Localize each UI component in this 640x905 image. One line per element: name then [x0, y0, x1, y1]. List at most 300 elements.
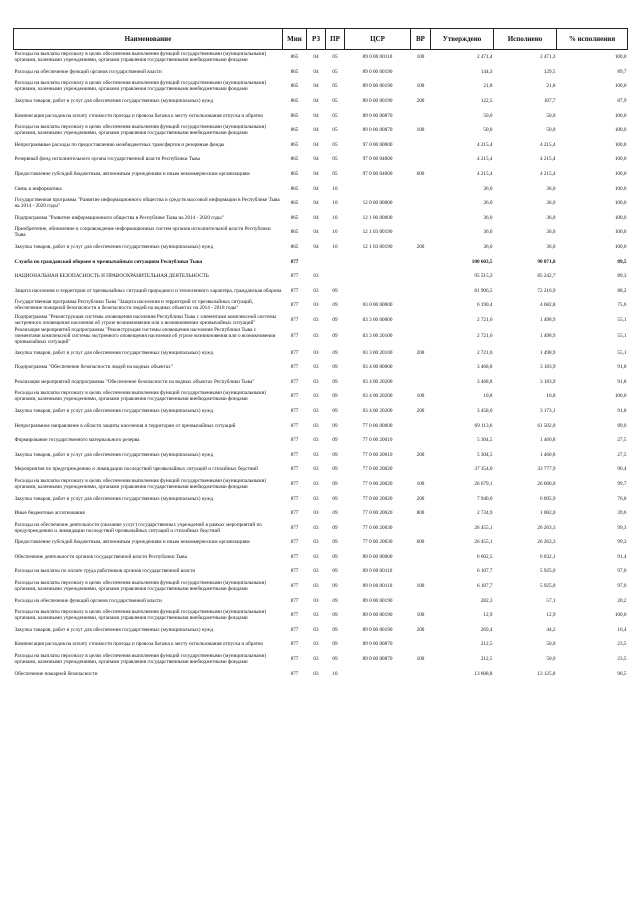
row-executed: 4 215,4	[539, 141, 556, 148]
row-pr: 09	[332, 302, 338, 309]
table-row	[14, 123, 628, 138]
row-pr: 05	[332, 141, 338, 148]
row-percent: 91,8	[617, 407, 627, 414]
row-vr	[411, 269, 431, 284]
row-name: Расходы на обеспечение функций органов государственной власти	[14, 68, 162, 75]
row-min: 865	[290, 127, 299, 134]
row-vr: 200	[416, 407, 425, 414]
table-row	[14, 666, 628, 681]
row-csr: 89 0 00 00190	[362, 83, 393, 90]
row-name: Приобретение, обновление и сопровождение информационных систем органов исполнительной власти Республики Тыва	[14, 226, 271, 239]
row-vr: 200	[416, 495, 425, 502]
table-row	[14, 550, 628, 565]
row-rz: 03	[313, 656, 319, 663]
table-row	[14, 404, 628, 419]
row-vr: 100	[416, 583, 425, 590]
row-executed: 21,8	[546, 83, 556, 90]
row-vr	[411, 225, 431, 240]
row-pr: 09	[332, 451, 338, 458]
table-row	[14, 269, 628, 284]
row-min: 865	[290, 200, 299, 207]
row-approved: 6 107,7	[476, 583, 493, 590]
row-min: 865	[290, 244, 299, 251]
row-approved: 81 906,5	[474, 287, 493, 294]
row-percent: 100,0	[614, 171, 627, 178]
row-rz: 03	[313, 378, 319, 385]
row-name: Компенсация расходов на оплату стоимости проезда и провоза багажа к месту использования отпуска и обратно	[14, 641, 264, 648]
row-pr: 05	[332, 83, 338, 90]
row-executed: 107,7	[543, 98, 556, 105]
row-executed: 33 777,9	[537, 466, 556, 473]
table-row	[14, 535, 628, 550]
row-rz: 03	[313, 480, 319, 487]
row-name: Формирование государственного материального резерва	[14, 437, 140, 444]
row-min: 877	[290, 333, 299, 340]
row-executed: 5 925,0	[539, 568, 556, 575]
row-percent: 89,3	[617, 273, 627, 280]
row-name: Расходы на выплаты персоналу в целях обеспечения выполнения функций государственными (муниципальными) органами, казенными учреждениями, органами управления государственными внебюджетными фондами	[14, 80, 267, 93]
row-csr: 03 4 00 20200	[362, 378, 393, 385]
col-header-approved: Утверждено	[431, 29, 494, 50]
row-name: Обеспечение пожарной безопасности	[14, 670, 98, 677]
row-rz: 03	[313, 510, 319, 517]
col-header-vr: ВР	[411, 29, 431, 50]
row-approved: 95 515,3	[474, 273, 493, 280]
table-row	[14, 152, 628, 167]
row-percent: 97,0	[617, 583, 627, 590]
row-pr: 09	[332, 495, 338, 502]
row-pr	[326, 254, 345, 269]
row-rz: 03	[313, 316, 319, 323]
row-approved: 6 190,4	[476, 302, 493, 309]
table-row	[14, 108, 628, 123]
row-rz: 04	[313, 68, 319, 75]
row-pr: 10	[332, 670, 338, 677]
row-approved: 122,5	[480, 98, 493, 105]
row-csr: 03 4 00 00000	[362, 364, 393, 371]
table-row	[14, 65, 628, 80]
row-percent: 87,9	[617, 98, 627, 105]
row-approved: 50,0	[483, 127, 493, 134]
row-csr: 77 0 00 20010	[362, 437, 393, 444]
row-min: 865	[290, 229, 299, 236]
row-executed: 4 682,8	[539, 302, 556, 309]
row-approved: 3 468,8	[476, 378, 493, 385]
col-header-name: Наименование	[14, 29, 283, 50]
row-executed: 57,1	[546, 597, 556, 604]
row-name: Служба по гражданской обороне и чрезвычайным ситуациям Республики Тыва	[14, 258, 203, 265]
row-pr: 09	[332, 510, 338, 517]
table-row	[14, 447, 628, 462]
row-rz: 03	[313, 407, 319, 414]
row-pr: 05	[332, 171, 338, 178]
row-percent: 100,0	[614, 185, 627, 192]
row-min: 877	[290, 568, 299, 575]
row-csr: 89 0 00 00190	[362, 98, 393, 105]
row-name: Иные бюджетные ассигнования	[14, 510, 85, 517]
row-csr: 77 0 00 20030	[362, 539, 393, 546]
row-rz: 03	[313, 583, 319, 590]
row-approved: 36,0	[483, 200, 493, 207]
row-percent: 91,8	[617, 378, 627, 385]
row-name: Расходы на обеспечение деятельности (оказание услуг) государственных учреждений в рамках мероприятий по предупреждению и ликвидации последствий чрезвычайных ситуаций и стихийных бедствий	[14, 521, 262, 534]
row-approved: 2 734,9	[476, 510, 493, 517]
row-approved: 36,0	[483, 185, 493, 192]
row-pr: 09	[332, 656, 338, 663]
row-csr: 89 0 00 00870	[362, 127, 393, 134]
row-pr: 05	[332, 127, 338, 134]
row-rz: 04	[313, 112, 319, 119]
row-pr: 09	[332, 437, 338, 444]
row-csr: 89 0 00 00190	[362, 597, 393, 604]
row-percent: 89,7	[617, 68, 627, 75]
row-approved: 50,0	[483, 112, 493, 119]
row-percent: 100,0	[614, 83, 627, 90]
row-rz: 03	[313, 495, 319, 502]
row-name: Связь и информатика	[14, 185, 62, 192]
row-min: 865	[290, 171, 299, 178]
header-row	[14, 29, 628, 50]
row-csr: 03 4 00 20200	[362, 407, 393, 414]
row-percent: 100,0	[614, 612, 627, 619]
row-rz: 03	[313, 273, 319, 280]
row-name: Расходы на выплаты персоналу в целях обеспечения выполнения функций государственными (муниципальными) органами, казенными учреждениями, органами управления государственными внебюджетными фондами	[14, 124, 267, 137]
row-min: 877	[290, 316, 299, 323]
row-approved: 4 215,4	[476, 156, 493, 163]
row-approved: 69 113,6	[474, 422, 493, 429]
row-csr: 77 0 00 20020	[362, 510, 393, 517]
row-percent: 99,7	[617, 480, 627, 487]
row-vr	[411, 152, 431, 167]
row-name: Расходы на выплаты персоналу в целях обеспечения выполнения функций государственными (муниципальными) органами, казенными учреждениями, органами управления государственными внебюджетными фондами	[14, 51, 267, 64]
row-executed: 50,0	[546, 656, 556, 663]
row-csr: 12 1 03 00190	[362, 244, 393, 251]
row-min: 877	[290, 393, 299, 400]
row-name: Закупка товаров, работ и услуг для обеспечения государственных (муниципальных) нужд	[14, 244, 214, 251]
row-rz: 03	[313, 349, 319, 356]
row-pr: 09	[332, 364, 338, 371]
table-row	[14, 50, 628, 65]
row-csr	[345, 284, 411, 299]
row-executed: 3 183,9	[539, 364, 556, 371]
row-rz: 03	[313, 466, 319, 473]
row-csr: 89 0 00 00190	[362, 612, 393, 619]
row-name: Расходы на выплаты персоналу в целях обеспечения выполнения функций государственными (муниципальными) органами, казенными учреждениями, органами управления государственными внебюджетными фондами	[14, 390, 267, 403]
row-approved: 26 455,1	[474, 524, 493, 531]
row-min: 865	[290, 83, 299, 90]
row-min: 877	[290, 422, 299, 429]
row-csr: 89 0 00 00000	[362, 553, 393, 560]
row-min: 877	[290, 349, 299, 356]
row-vr	[411, 666, 431, 681]
row-csr: 97 0 00 00000	[362, 141, 393, 148]
row-pr: 09	[332, 393, 338, 400]
row-rz: 04	[313, 200, 319, 207]
row-percent: 100,0	[614, 393, 627, 400]
row-executed: 1 460,8	[539, 451, 556, 458]
row-pr: 05	[332, 68, 338, 75]
row-rz: 03	[313, 451, 319, 458]
row-approved: 144,3	[480, 68, 493, 75]
row-executed: 13 125,8	[537, 670, 556, 677]
row-approved: 26 679,1	[474, 480, 493, 487]
table-row	[14, 623, 628, 638]
table-row	[14, 79, 628, 94]
row-approved: 5 304,5	[476, 451, 493, 458]
row-percent: 100,0	[614, 54, 627, 61]
row-executed: 1 498,9	[539, 349, 556, 356]
table-row	[14, 593, 628, 608]
table-row	[14, 579, 628, 594]
row-rz: 03	[313, 333, 319, 340]
row-name: Непрограммные расходы по предоставлению межбюджетных трансфертов и резервные фонды	[14, 141, 225, 148]
row-min: 877	[290, 407, 299, 414]
row-rz: 04	[313, 171, 319, 178]
table-row	[14, 418, 628, 433]
row-csr: 89 0 00 00110	[362, 54, 393, 61]
row-csr: 89 0 00 00190	[362, 68, 393, 75]
row-min: 865	[290, 54, 299, 61]
row-csr: 12 0 00 00000	[362, 200, 393, 207]
row-vr	[411, 138, 431, 153]
row-csr: 77 0 00 20010	[362, 451, 393, 458]
row-csr	[345, 666, 411, 681]
row-min: 865	[290, 141, 299, 148]
row-executed: 36,0	[546, 200, 556, 207]
budget-execution-table	[13, 28, 628, 681]
col-header-min: Мин	[283, 29, 307, 50]
row-name: Реализация мероприятий подпрограммы "Реконструкция системы оповещения населения Республики Тыва с элементами комплексной системы экстренного оповещения населения об угрозе возникновения или о возникновении чрезвычайных ситуаций"	[14, 327, 276, 346]
row-executed: 36,0	[546, 229, 556, 236]
row-executed: 129,5	[543, 68, 556, 75]
row-vr	[411, 564, 431, 579]
row-csr: 97 0 00 04000	[362, 171, 393, 178]
row-pr: 09	[332, 316, 338, 323]
row-pr: 09	[332, 349, 338, 356]
row-min: 877	[290, 378, 299, 385]
row-executed: 5 925,0	[539, 583, 556, 590]
row-csr: 89 0 00 00870	[362, 656, 393, 663]
row-executed: 4 215,4	[539, 171, 556, 178]
row-vr	[411, 313, 431, 328]
row-executed: 36,0	[546, 185, 556, 192]
row-rz: 04	[313, 214, 319, 221]
row-name: Реализация мероприятий подпрограммы "Обеспечение безопасности на водных объектах Республики Тыва"	[14, 378, 255, 385]
row-csr: 77 0 00 20020	[362, 466, 393, 473]
row-percent: 91,4	[617, 553, 627, 560]
row-rz: 03	[313, 568, 319, 575]
row-csr: 77 0 00 20030	[362, 524, 393, 531]
row-csr: 03 3 00 20100	[362, 333, 393, 340]
row-executed: 85 242,7	[537, 273, 556, 280]
row-executed: 36,0	[546, 214, 556, 221]
row-percent: 100,0	[614, 156, 627, 163]
row-rz: 03	[313, 302, 319, 309]
table-row	[14, 138, 628, 153]
row-percent: 27,5	[617, 437, 627, 444]
row-pr: 09	[332, 626, 338, 633]
row-approved: 6 602,5	[476, 553, 493, 560]
row-min: 877	[290, 553, 299, 560]
row-approved: 100 603,5	[471, 258, 493, 265]
row-percent: 20,2	[617, 597, 627, 604]
row-vr	[411, 327, 431, 345]
row-name: Расходы на выплаты персоналу в целях обеспечения выполнения функций государственными (муниципальными) органами, казенными учреждениями, органами управления государственными внебюджетными фондами	[14, 653, 267, 666]
row-pr: 09	[332, 407, 338, 414]
row-percent: 88,2	[617, 287, 627, 294]
row-csr: 03 3 00 00000	[362, 316, 393, 323]
col-header-percent: % исполнения	[557, 29, 628, 50]
row-rz: 03	[313, 364, 319, 371]
row-vr: 200	[416, 349, 425, 356]
row-name: Мероприятия по предупреждению и ликвидации последствий чрезвычайных ситуаций и стихийных бедствий	[14, 466, 258, 473]
row-pr	[326, 269, 345, 284]
row-name: Подпрограмма "Развитие информационного общества в Республике Тыва на 2014 - 2020 годы"	[14, 214, 224, 221]
row-min: 877	[290, 641, 299, 648]
table-row	[14, 298, 628, 313]
row-percent: 55,1	[617, 316, 627, 323]
row-rz: 04	[313, 141, 319, 148]
row-approved: 36,0	[483, 244, 493, 251]
row-min: 877	[290, 273, 299, 280]
row-rz: 04	[313, 98, 319, 105]
row-executed: 90 071,0	[537, 258, 556, 265]
row-csr: 03 4 00 20200	[362, 393, 393, 400]
row-name: Закупка товаров, работ и услуг для обеспечения государственных (муниципальных) нужд	[14, 626, 214, 633]
row-min: 877	[290, 287, 299, 294]
row-vr	[411, 520, 431, 535]
row-csr	[345, 181, 411, 196]
row-csr: 89 0 00 00110	[362, 583, 393, 590]
row-pr: 09	[332, 597, 338, 604]
row-rz: 03	[313, 422, 319, 429]
row-min: 877	[290, 364, 299, 371]
row-rz: 03	[313, 393, 319, 400]
row-pr: 05	[332, 54, 338, 61]
row-name: Защита населения и территории от чрезвычайных ситуаций природного и техногенного характера, гражданская оборона	[14, 287, 282, 294]
row-percent: 90,4	[617, 466, 627, 473]
row-vr	[411, 462, 431, 477]
table-row	[14, 181, 628, 196]
row-pr: 10	[332, 229, 338, 236]
row-rz: 04	[313, 229, 319, 236]
row-min: 877	[290, 670, 299, 677]
table-row	[14, 254, 628, 269]
row-pr: 09	[332, 466, 338, 473]
row-csr: 89 0 00 00870	[362, 112, 393, 119]
row-approved: 36,0	[483, 229, 493, 236]
row-vr	[411, 211, 431, 226]
row-approved: 4 215,4	[476, 141, 493, 148]
row-name: Непрограммное направление в области защиты населения и территории от чрезвычайных ситуаций	[14, 422, 236, 429]
row-percent: 100,0	[614, 112, 627, 119]
col-header-pr: ПР	[326, 29, 345, 50]
row-executed: 72 216,9	[537, 287, 556, 294]
row-csr: 89 0 00 00870	[362, 641, 393, 648]
table-row	[14, 564, 628, 579]
row-vr	[411, 65, 431, 80]
table-row	[14, 462, 628, 477]
row-percent: 99,3	[617, 524, 627, 531]
table-row	[14, 608, 628, 623]
row-name: Резервный фонд исполнительного органа государственной власти Республики Тыва	[14, 156, 200, 163]
row-rz: 04	[313, 156, 319, 163]
row-vr	[411, 593, 431, 608]
row-csr: 12 1 03 00190	[362, 229, 393, 236]
row-name: Обеспечение деятельности органов государственной власти Республики Тыва	[14, 553, 187, 560]
table-row	[14, 284, 628, 299]
row-vr: 100	[416, 656, 425, 663]
row-vr	[411, 181, 431, 196]
row-rz: 03	[313, 553, 319, 560]
row-executed: 1 498,9	[539, 316, 556, 323]
row-pr: 09	[332, 287, 338, 294]
row-rz: 04	[313, 127, 319, 134]
row-min: 865	[290, 185, 299, 192]
row-executed: 50,0	[546, 127, 556, 134]
row-pr: 09	[332, 333, 338, 340]
row-name: Предоставление субсидий бюджетным, автономным учреждениям и иным некоммерческим организациям	[14, 539, 250, 546]
row-rz: 03	[313, 626, 319, 633]
row-vr	[411, 637, 431, 652]
row-percent: 97,0	[617, 568, 627, 575]
row-name: Закупка товаров, работ и услуг для обеспечения государственных (муниципальных) нужд	[14, 98, 214, 105]
row-min: 877	[290, 597, 299, 604]
row-min: 877	[290, 302, 299, 309]
table-row	[14, 327, 628, 345]
row-min: 877	[290, 583, 299, 590]
row-percent: 76,8	[617, 495, 627, 502]
row-percent: 39,6	[617, 510, 627, 517]
row-csr: 77 0 00 20020	[362, 495, 393, 502]
row-approved: 37 354,0	[474, 466, 493, 473]
row-approved: 282,3	[480, 597, 493, 604]
row-rz: 04	[313, 83, 319, 90]
row-executed: 2 471,3	[539, 54, 556, 61]
row-pr: 10	[332, 244, 338, 251]
row-percent: 100,0	[614, 214, 627, 221]
row-min: 865	[290, 98, 299, 105]
row-csr: 12 1 00 00000	[362, 214, 393, 221]
row-rz: 03	[313, 641, 319, 648]
row-vr	[411, 254, 431, 269]
row-csr: 89 0 00 00110	[362, 568, 393, 575]
row-vr: 200	[416, 98, 425, 105]
row-pr: 09	[332, 568, 338, 575]
row-name: Расходы на выплаты по оплате труда работников органов государственной власти	[14, 568, 196, 575]
row-pr: 09	[332, 583, 338, 590]
row-min: 865	[290, 214, 299, 221]
row-percent: 96,5	[617, 670, 627, 677]
row-csr	[345, 254, 411, 269]
row-vr: 200	[416, 626, 425, 633]
row-approved: 269,4	[480, 626, 493, 633]
table-row	[14, 374, 628, 389]
row-name: Государственная программа Республики Тыва "Защита населения и территорий от чрезвычайных ситуаций, обеспечение пожарной безопасности и безопасности людей на водных объектах на 2014 - 2018 годы"	[14, 299, 254, 312]
row-rz: 03	[313, 612, 319, 619]
row-executed: 1 082,0	[539, 510, 556, 517]
table-row	[14, 196, 628, 211]
row-approved: 26 455,1	[474, 539, 493, 546]
row-pr: 05	[332, 156, 338, 163]
row-percent: 75,6	[617, 302, 627, 309]
row-rz: 03	[313, 524, 319, 531]
col-header-executed: Исполнено	[494, 29, 557, 50]
table-row	[14, 520, 628, 535]
row-percent: 27,5	[617, 451, 627, 458]
row-vr	[411, 196, 431, 211]
row-percent: 100,0	[614, 200, 627, 207]
